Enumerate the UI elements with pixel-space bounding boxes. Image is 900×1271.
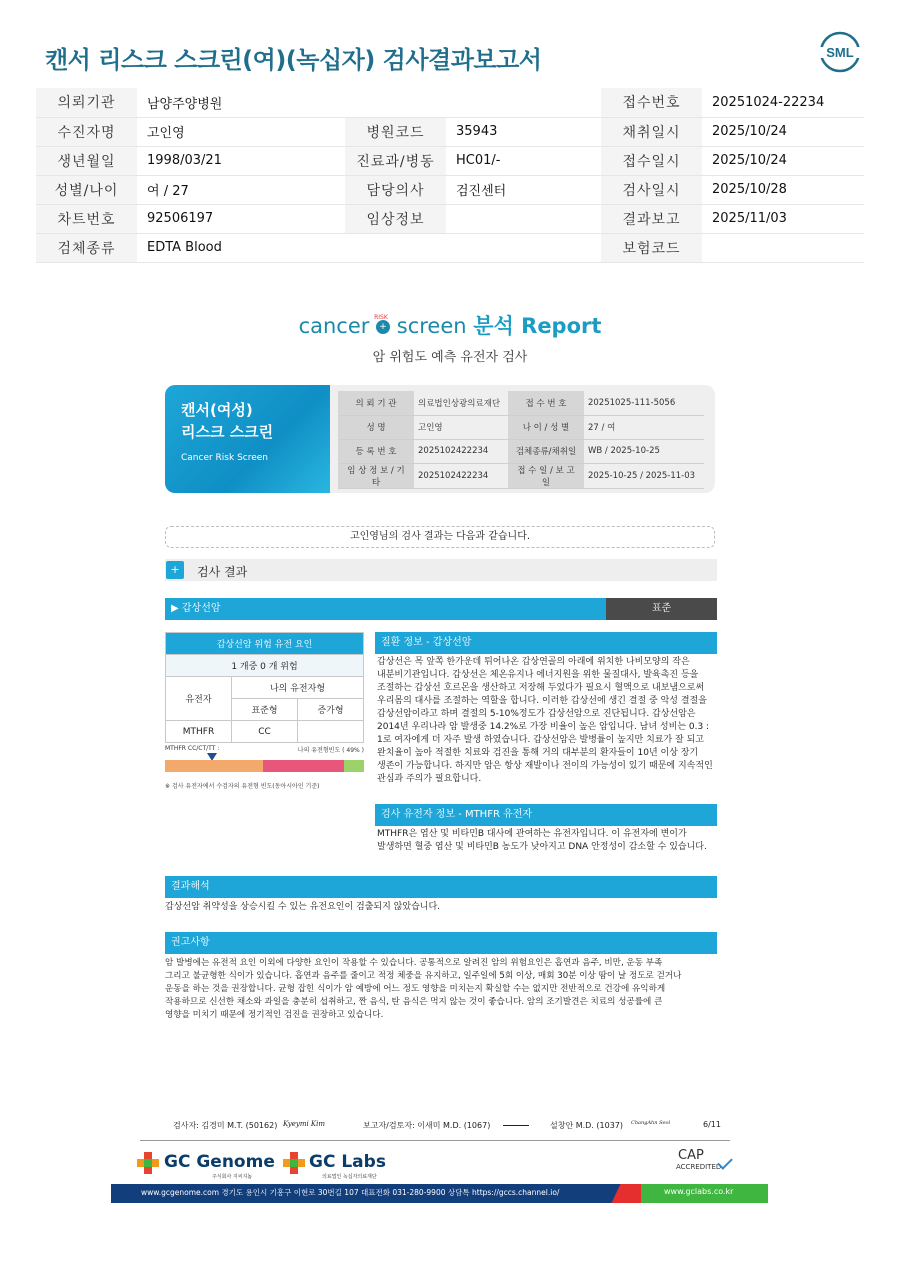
patient-field-label xyxy=(345,88,446,117)
result-notice: 고인영님의 검사 결과는 다음과 같습니다. xyxy=(165,526,715,548)
patient-field-label: 접수번호 xyxy=(601,88,702,117)
reviewer-label: 설창안 M.D. (1037) xyxy=(550,1121,624,1130)
frequency-left-label: MTHFR CC/CT/TT : xyxy=(165,745,220,752)
patient-field-label: 보험코드 xyxy=(601,233,702,262)
patient-info-row xyxy=(36,146,864,175)
standard-value: CC xyxy=(232,721,298,743)
advice-line: 작용하므로 신선한 채소와 과일을 충분히 섭취하고, 짠 음식, 탄 음식은 먹지 않는 것이 좋습니다. 암의 조기발견은 치료의 성공률에 큰 xyxy=(165,997,663,1007)
report-info-value: 2025102422234 xyxy=(414,463,508,488)
patient-info-row xyxy=(36,117,864,146)
cap-check-icon xyxy=(717,1154,733,1170)
patient-field-label: 성별/나이 xyxy=(36,175,137,204)
disease-info-line: 생존이 가능합니다. 하지만 암은 항상 재발이나 전이의 가능성이 있기 때문에 지속적인 xyxy=(377,761,713,771)
report-info-value: 20251025-111-5056 xyxy=(584,391,704,415)
tester-signature: Kyeymi Kim xyxy=(283,1120,326,1128)
col-increased-header: 증가형 xyxy=(298,699,364,721)
brand-gc-genome: GC Genome xyxy=(164,1152,275,1172)
patient-field-label: 접수일시 xyxy=(601,146,702,175)
col-standard-header: 표준형 xyxy=(232,699,298,721)
frequency-segment xyxy=(344,760,364,772)
disease-info-title: 질환 정보 - 갑상선암 xyxy=(375,632,717,654)
frequency-right-label: 나의 유전형빈도 ( 49% ) xyxy=(297,747,364,754)
patient-info-table xyxy=(36,88,864,263)
cap-accredited: ACCREDITED xyxy=(676,1163,722,1171)
reviewer-signature: ChangAhn Seol xyxy=(631,1120,671,1126)
patient-field-value xyxy=(702,233,864,262)
disease-info-line: 2014년 우리나라 암 발생중 14.2%로 가장 비율이 높은 암입니다. 남녀 성비는 0.3 : xyxy=(377,722,710,732)
patient-field-label: 임상정보 xyxy=(345,204,446,233)
interpretation-title: 결과해석 xyxy=(165,876,717,898)
footer-url: www.gclabs.co.kr xyxy=(664,1187,734,1196)
advice-text xyxy=(165,957,725,1022)
disease-info-line: 1로 여자에게 더 자주 발생 하였습니다. 갑상선암은 발병률이 높지만 치료가 잘 되고 xyxy=(377,735,704,745)
disease-info-line: 우리몸의 대사를 조절하는 역할을 합니다. 이러한 갑상선에 생긴 결절 중 악성 결절을 xyxy=(377,696,707,706)
patient-field-label: 차트번호 xyxy=(36,204,137,233)
advice-line: 그리고 불균형한 식이가 있습니다. 흡연과 음주를 줄이고 적정 체중을 유지하고, 일주일에 5회 이상, 매회 30분 이상 땀이 날 정도로 걷거나 xyxy=(165,971,682,981)
footer-divider xyxy=(140,1140,730,1141)
report-info-value: 27 / 여 xyxy=(584,415,704,439)
gene-info-line: 발생하면 혈중 엽산 및 비타민B 농도가 낮아지고 DNA 안정성이 감소할 수 있습니다. xyxy=(377,842,707,852)
patient-field-label: 담당의사 xyxy=(345,175,446,204)
report-info-label: 나 이 / 성 별 xyxy=(508,415,584,439)
brand-gc-labs-sub: 의료법인 녹십자의료재단 xyxy=(322,1174,377,1180)
patient-field-value: 고인영 xyxy=(137,117,345,146)
page-number: 6/11 xyxy=(703,1120,721,1129)
patient-info-row xyxy=(36,233,864,262)
patient-info-row xyxy=(36,88,864,117)
patient-field-label: 생년월일 xyxy=(36,146,137,175)
patient-info-row xyxy=(36,175,864,204)
section-title: 검사 결과 xyxy=(197,565,248,579)
disease-info-line: 조절하는 갑상선 호르몬을 생산하고 저장해 두었다가 필요시 혈액으로 내보냄으로써 xyxy=(377,683,705,693)
patient-field-label: 의뢰기관 xyxy=(36,88,137,117)
report-info-label: 임 상 정 보 / 기 타 xyxy=(338,463,414,488)
report-brand-title xyxy=(0,310,900,340)
frequency-note: ※ 검사 유전자에서 수검자의 유전형 빈도(동아시아인 기준) xyxy=(165,783,320,790)
gc-labs-cross-icon xyxy=(283,1152,305,1174)
report-info-label: 등 록 번 호 xyxy=(338,439,414,463)
gc-genome-cross-icon xyxy=(137,1152,159,1174)
cap-logo: CAP xyxy=(678,1148,704,1163)
advice-title: 권고사항 xyxy=(165,932,717,954)
gene-info-title: 검사 유전자 정보 - MTHFR 유전자 xyxy=(375,804,717,826)
patient-field-label: 수진자명 xyxy=(36,117,137,146)
patient-info-row xyxy=(36,204,864,233)
patient-field-value: 20251024-22234 xyxy=(702,88,864,117)
increased-value xyxy=(298,721,364,743)
card-title-line2: 리스크 스크린 xyxy=(181,423,274,441)
brand-risk: RISK xyxy=(374,314,388,321)
col-gene-header: 유전자 xyxy=(166,677,232,721)
report-subtitle: 암 위험도 예측 유전자 검사 xyxy=(372,350,528,365)
col-my-genotype-header: 나의 유전자형 xyxy=(232,677,364,699)
patient-field-value xyxy=(446,204,601,233)
result-folder-icon: + xyxy=(166,561,184,579)
patient-field-value xyxy=(446,233,601,262)
patient-field-label: 진료과/병동 xyxy=(345,146,446,175)
report-info-value: WB / 2025-10-25 xyxy=(584,439,704,463)
risk-badge-icon: + RISK xyxy=(376,320,390,334)
patient-field-value: 92506197 xyxy=(137,204,345,233)
patient-field-value: 남양주양병원 xyxy=(137,88,345,117)
frequency-bar xyxy=(165,760,364,772)
report-info-row xyxy=(338,415,704,439)
brand-report-title: 분석 Report xyxy=(473,314,602,338)
patient-field-value: HC01/- xyxy=(446,146,601,175)
patient-field-label xyxy=(345,233,446,262)
patient-field-label: 결과보고 xyxy=(601,204,702,233)
patient-field-value: 1998/03/21 xyxy=(137,146,345,175)
report-info-value: 고인영 xyxy=(414,415,508,439)
patient-field-label: 채취일시 xyxy=(601,117,702,146)
advice-line: 암 발병에는 유전적 요인 이외에 다양한 요인이 작용할 수 있습니다. 공통적으로 알려진 암의 위험요인은 흡연과 음주, 비만, 운동 부족 xyxy=(165,958,663,968)
patient-field-value: 검진센터 xyxy=(446,175,601,204)
report-info-row xyxy=(338,439,704,463)
report-info-card-title xyxy=(165,385,330,493)
brand-gc-genome-sub: 주식회사 지씨지놈 xyxy=(212,1174,253,1180)
reporter-label: 보고자/검토자: 이새미 M.D. (1067) xyxy=(363,1121,491,1130)
advice-line: 운동을 하는 것을 권장합니다. 균형 잡힌 식이가 암 예방에 어느 정도 영향을 미치는지 확실할 수는 없지만 전반적으로 건강에 유익하게 xyxy=(165,984,666,994)
report-info-row xyxy=(338,391,704,415)
reporter-signature xyxy=(503,1120,529,1126)
interpretation-text: 갑상선암 취약성을 상승시킬 수 있는 유전요인이 검출되지 않았습니다. xyxy=(165,902,441,912)
disease-info-line: 갑상선암이라고 하며 결절의 5-10%정도가 갑상선암으로 진단됩니다. 갑상선암은 xyxy=(377,709,696,719)
report-info-value: 의료법인상광의료재단 xyxy=(414,391,508,415)
disease-info-line: 내분비기관입니다. 갑상선은 체온유지나 에너지원을 위한 물질대사, 발육촉진 등을 xyxy=(377,670,699,680)
patient-field-label: 검사일시 xyxy=(601,175,702,204)
patient-field-label: 검체종류 xyxy=(36,233,137,262)
report-info-label: 의 뢰 기 관 xyxy=(338,391,414,415)
patient-field-value xyxy=(446,88,601,117)
patient-field-value: 2025/11/03 xyxy=(702,204,864,233)
page-title: 캔서 리스크 스크린(여)(녹십자) 검사결과보고서 xyxy=(45,46,542,74)
patient-field-value: 35943 xyxy=(446,117,601,146)
report-info-table xyxy=(338,391,704,489)
sml-logo-text: SML xyxy=(826,45,854,60)
frequency-segment xyxy=(165,760,263,772)
frequency-segment xyxy=(263,760,345,772)
report-info-row xyxy=(338,463,704,488)
risk-factor-table xyxy=(165,632,364,743)
section-header-bar xyxy=(165,559,717,581)
patient-field-value: 2025/10/28 xyxy=(702,175,864,204)
patient-field-value: 여 / 27 xyxy=(137,175,345,204)
report-info-label: 접 수 일 / 보 고 일 xyxy=(508,463,584,488)
report-info-value: 2025-10-25 / 2025-11-03 xyxy=(584,463,704,488)
tester-label: 검사자: 김경미 M.T. (50162) xyxy=(173,1121,278,1130)
disease-info-line: 완치율이 높아 적절한 치료와 검진을 통해 거의 대부분의 환자들이 10년 이상 장기 xyxy=(377,748,699,758)
status-badge: 표준 xyxy=(606,598,717,620)
patient-field-value: EDTA Blood xyxy=(137,233,345,262)
brand-cancer: cancer xyxy=(298,314,370,338)
patient-field-label: 병원코드 xyxy=(345,117,446,146)
card-title-en: Cancer Risk Screen xyxy=(181,453,269,463)
disease-bar: ▶ 갑상선암 xyxy=(165,598,606,620)
disease-info-line: 갑상선은 목 앞쪽 한가운데 튀어나온 갑상연골의 아래에 위치한 나비모양의 작은 xyxy=(377,657,690,667)
risk-count: 1 개중 0 개 위험 xyxy=(166,655,364,677)
gene-name: MTHFR xyxy=(166,721,232,743)
report-info-value: 2025102422234 xyxy=(414,439,508,463)
disease-info-line: 관심과 주의가 필요합니다. xyxy=(377,774,482,784)
advice-line: 영향을 미치기 때문에 정기적인 검진을 권장하고 있습니다. xyxy=(165,1010,384,1020)
brand-gc-labs: GC Labs xyxy=(309,1152,386,1172)
report-info-label: 검체종류/채취일 xyxy=(508,439,584,463)
disease-info-text xyxy=(377,656,719,786)
gene-info-line: MTHFR은 엽산 및 비타민B 대사에 관여하는 유전자입니다. 이 유전자에 변이가 xyxy=(377,829,687,839)
patient-field-value: 2025/10/24 xyxy=(702,146,864,175)
report-info-label: 접 수 번 호 xyxy=(508,391,584,415)
brand-screen: screen xyxy=(396,314,467,338)
risk-table-title: 갑상선암 위험 유전 요인 xyxy=(166,633,364,655)
footer-contact: www.gcgenome.com 경기도 용인시 기흥구 이현로 30번길 107 대표전화 031-280-9900 상담톡 https://gccs.channel.io/ xyxy=(141,1188,560,1197)
gene-info-text xyxy=(377,828,719,854)
sml-logo xyxy=(818,30,862,74)
card-title-line1: 캔서(여성) xyxy=(181,401,253,419)
report-info-label: 성 명 xyxy=(338,415,414,439)
patient-field-value: 2025/10/24 xyxy=(702,117,864,146)
